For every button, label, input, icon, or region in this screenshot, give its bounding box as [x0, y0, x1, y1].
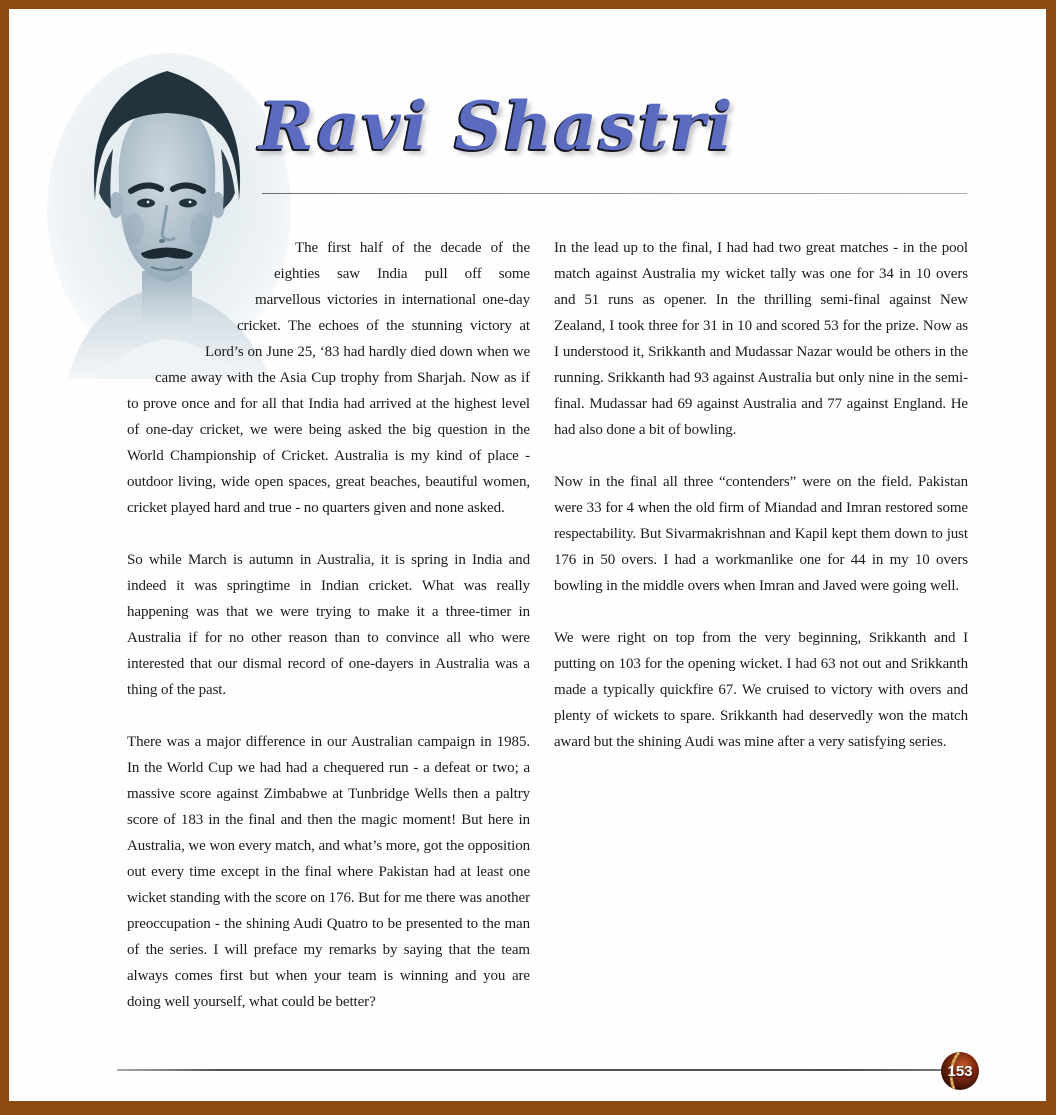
left-ear: [109, 192, 123, 218]
right-column: [554, 235, 968, 781]
page-title: Ravi Shastri: [259, 87, 735, 165]
paragraph: In the lead up to the final, I had had two great matches - in the pool match against Australia my wicket tally was one for 34 in 10 overs and 51 runs as opener. In the thrilling semi-final against New Zealand, I took three for 31 in 10 and scored 53 for the prize. Now as I understood it, Srikkanth and Mudassar Nazar would be others in the running. Srikkanth had 93 against Australia but only nine in the semi-final. Mudassar had 69 against Australia and 77 against England. He had also done a bit of bowling.: [554, 240, 968, 438]
wrap-spacer: [127, 287, 255, 313]
right-ear: [211, 192, 225, 218]
paragraph: Now in the final all three “contenders” were on the field. Pakistan were 33 for 4 when the old firm of Miandad and Imran restored some respectability. But Sivarmakrishnan and Kapil kept them down to just 176 in 50 overs. I had a workmanlike one for 44 in my 10 overs bowling in the middle overs when Imran and Javed were going well.: [554, 474, 968, 594]
right-eye-glint: [189, 201, 192, 204]
paragraph: The first half of the decade of the eighties saw India pull off some marvellous victories in international one-day cricket. The echoes of the stunning victory at Lord’s on June 25, ‘83 had hardly died down when we came away with the Asia Cup trophy from Sharjah. Now as if to prove once and for all that India had arrived at the highest level of one-day cricket, we were being asked the big question in the World Championship of Cricket. Australia is my kind of place - outdoor living, wide open spaces, great beaches, beautiful women, cricket played hard and true - no quarters given and none asked.: [127, 240, 530, 516]
wrap-spacer: [127, 339, 205, 365]
left-eye-glint: [147, 201, 150, 204]
title-underline: [262, 193, 967, 194]
left-column: [127, 235, 530, 1041]
page-number: 153: [947, 1062, 973, 1080]
paragraph: We were right on top from the very beginning, Srikkanth and I putting on 103 for the opening wicket. I had 63 not out and Srikkanth made a typically quickfire 67. We cruised to victory with overs and plenty of wickets to spare. Srikkanth had deservedly won the match award but the shining Audi was mine after a very satisfying series.: [554, 630, 968, 750]
wrap-spacer: [127, 365, 155, 391]
wrap-spacer: [127, 261, 274, 287]
left-eye: [137, 199, 155, 208]
wrap-spacer: [127, 235, 295, 261]
paragraph: So while March is autumn in Australia, it is spring in India and indeed it was springtime in Indian cricket. What was really happening was that we were trying to make it a three-timer in Australia if for no other reason than to convince all who were interested that our dismal record of one-dayers in Australia was a thing of the past.: [127, 552, 530, 698]
wrap-spacer: [127, 313, 237, 339]
footer-rule: [117, 1069, 945, 1071]
right-eye: [179, 199, 197, 208]
paragraph: There was a major difference in our Australian campaign in 1985. In the World Cup we had had a chequered run - a defeat or two; a massive score against Zimbabwe at Tunbridge Wells then a paltry score of 183 in the final and then the magic moment! But here in Australia, we won every match, and what’s more, got the opposition out every time except in the final where Pakistan had at least one wicket standing with the score on 176. But for me there was another preoccupation - the shining Audi Quatro to be presented to the man of the series. I will preface my remarks by saying that the team always comes first but when your team is winning and you are doing well yourself, what could be better?: [127, 734, 530, 1010]
